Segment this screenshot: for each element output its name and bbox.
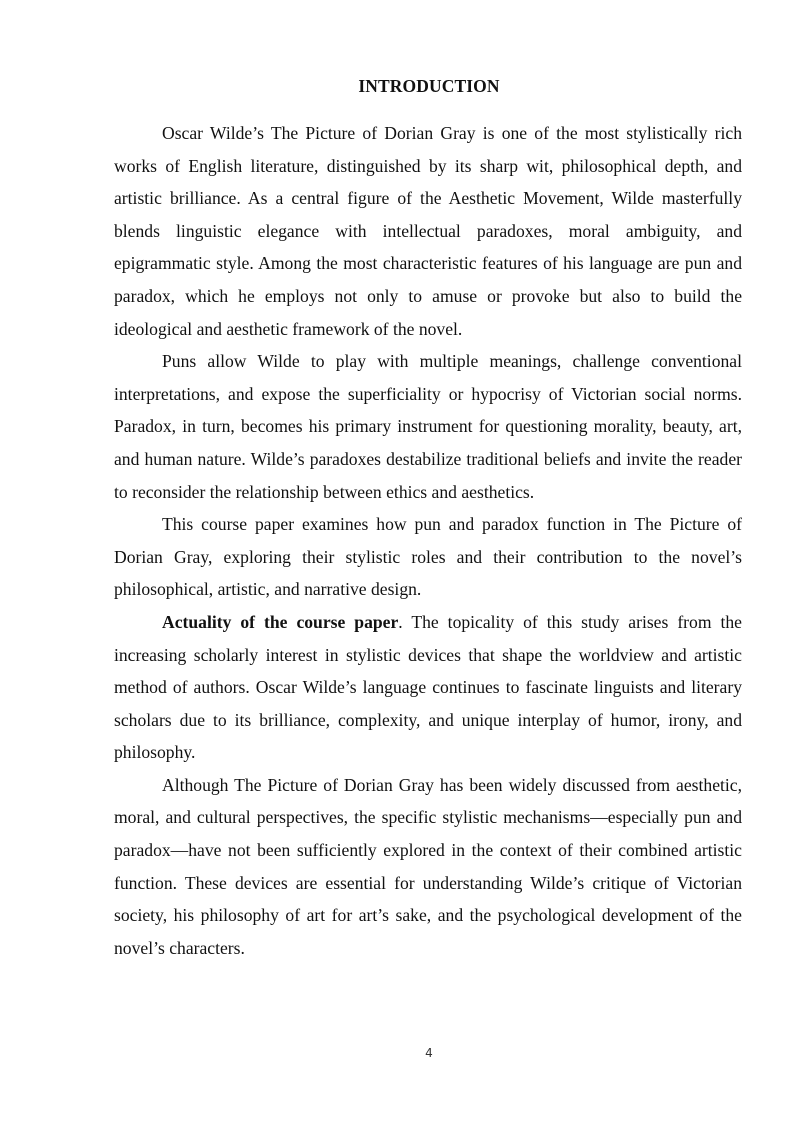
paragraph-text: . The topicality of this study arises from the increasing scholarly interest in stylistic devices that shape the worldview and artistic method of authors. Oscar Wilde’s language continues to fascinate linguists and literary scholars due to its brilliance, complexity, and unique interplay of humor, irony, and philosophy. [114,611,742,763]
page-number: 4 [425,1046,433,1060]
body-text [114,117,742,964]
paragraph: Although The Picture of Dorian Gray has been widely discussed from aesthetic, moral, and cultural perspectives, the specific stylistic mechanisms—especially pun and paradox—have not been sufficiently explored in the context of their combined artistic function. These devices are essential for understanding Wilde’s critique of Victorian society, his philosophy of art for art’s sake, and the psychological development of the novel’s characters. [114,774,742,958]
page-title: INTRODUCTION [358,76,500,96]
paragraph: This course paper examines how pun and paradox function in The Picture of Dorian Gray, exploring their stylistic roles and their contribution to the novel’s philosophical, artistic, and narrative design. [114,514,742,600]
paragraph: Puns allow Wilde to play with multiple meanings, challenge conventional interpretations, and expose the superficiality or hypocrisy of Victorian social norms. Paradox, in turn, becomes his primary instrument for questioning morality, beauty, art, and human nature. Wilde’s paradoxes destabilize traditional beliefs and invite the reader to reconsider the relationship between ethics and aesthetics. [114,351,742,502]
paragraph: Oscar Wilde’s The Picture of Dorian Gray is one of the most stylistically rich works of English literature, distinguished by its sharp wit, philosophical depth, and artistic brilliance. As a central figure of the Aesthetic Movement, Wilde masterfully blends linguistic elegance with intellectual paradoxes, moral ambiguity, and epigrammatic style. Among the most characteristic features of his language are pun and paradox, which he employs not only to amuse or provoke but also to build the ideological and aesthetic framework of the novel. [114,123,742,339]
paragraph [114,606,742,769]
paragraph-lead: Actuality of the course paper [162,611,399,632]
